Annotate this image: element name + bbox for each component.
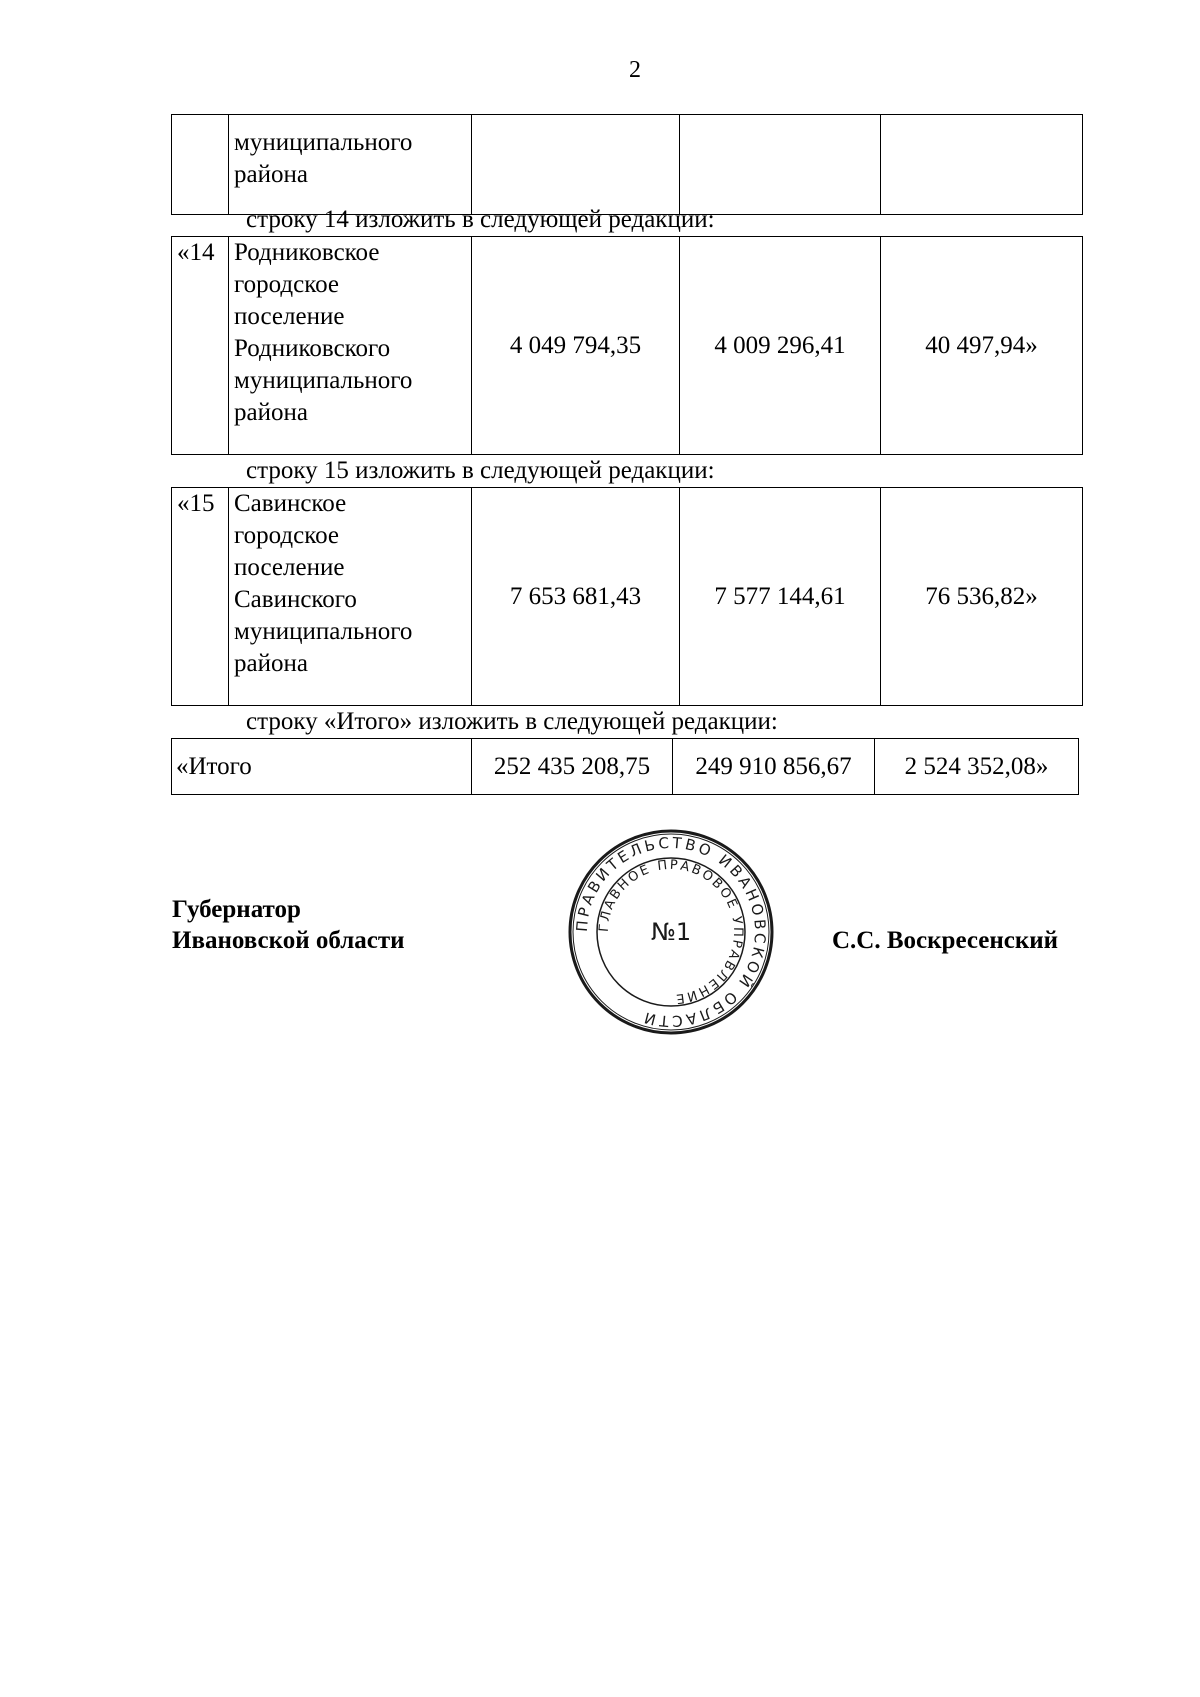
seal-center-text: №1 (650, 918, 692, 946)
table-row (172, 488, 1083, 706)
row-name-line: поселение (234, 303, 345, 330)
row-col3: 7 653 681,43 (472, 488, 680, 706)
instruction-row-total: строку «Итого» изложить в следующей редакции: (246, 708, 778, 735)
signatory-position-line: Ивановской области (172, 927, 405, 954)
row-index (172, 115, 229, 215)
row-name-line: Савинское (234, 490, 347, 517)
row-name-line: муниципального (234, 367, 413, 394)
row-name-line: поселение (234, 554, 345, 581)
row-name-line: муниципального (234, 129, 413, 156)
row-col4: 7 577 144,61 (680, 488, 881, 706)
row-col5 (881, 115, 1083, 215)
table-continuation (171, 114, 1083, 215)
table-row (172, 739, 1079, 795)
table-row (172, 237, 1083, 455)
table-row-total (171, 738, 1079, 795)
row-name-line: Родниковского (234, 335, 391, 362)
instruction-row-15: строку 15 изложить в следующей редакции: (246, 457, 715, 484)
row-name (229, 488, 472, 706)
total-col5: 2 524 352,08» (875, 739, 1079, 795)
official-seal (566, 827, 776, 1037)
row-col4: 4 009 296,41 (680, 237, 881, 455)
row-col5: 40 497,94» (881, 237, 1083, 455)
page-number: 2 (629, 57, 641, 83)
signatory-name: С.С. Воскресенский (832, 927, 1059, 954)
row-name-line: района (234, 399, 308, 426)
instruction-row-14: строку 14 изложить в следующей редакции: (246, 206, 715, 233)
table-row-15 (171, 487, 1083, 706)
row-col3: 4 049 794,35 (472, 237, 680, 455)
row-name (229, 115, 472, 215)
table-row (172, 115, 1083, 215)
row-name-line: Родниковское (234, 239, 380, 266)
row-index: «15 (172, 488, 229, 706)
row-col5: 76 536,82» (881, 488, 1083, 706)
table-row-14 (171, 236, 1083, 455)
total-col3: 252 435 208,75 (472, 739, 673, 795)
row-name-line: района (234, 650, 308, 677)
seal-outer-text: ПРАВИТЕЛЬСТВО ИВАНОВСКОЙ ОБЛАСТИ (572, 833, 770, 1031)
row-name-line: городское (234, 522, 340, 549)
row-name-line: городское (234, 271, 340, 298)
row-col3 (472, 115, 680, 215)
signatory-position-line: Губернатор (172, 896, 301, 923)
total-col4: 249 910 856,67 (673, 739, 875, 795)
signatory-position (172, 894, 405, 956)
row-name-line: района (234, 161, 308, 188)
row-index: «14 (172, 237, 229, 455)
seal-inner-text: ГЛАВНОЕ ПРАВОВОЕ УПРАВЛЕНИЕ (596, 857, 746, 1007)
row-name (229, 237, 472, 455)
total-label: «Итого (172, 739, 472, 795)
row-name-line: Савинского (234, 586, 357, 613)
row-name-line: муниципального (234, 618, 413, 645)
row-col4 (680, 115, 881, 215)
